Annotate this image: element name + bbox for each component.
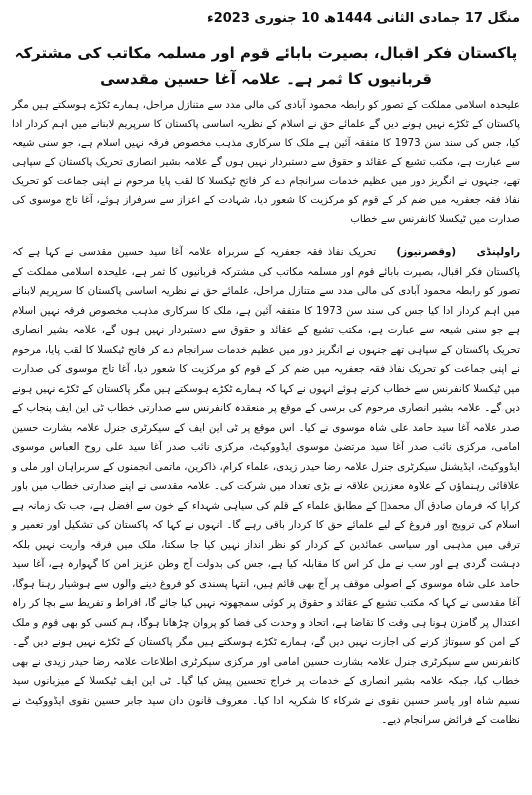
intro-summary: علیحدہ اسلامی مملکت کے تصور کو رابطہ محمود آبادی کی مالی مدد سے متنازل مراحل، ہمارے ٹکڑے ہوسکتے ہیں مگر پاکستان کے ٹکڑے نہیں ہونے دیں گے علمائے حق نے اسلام کے نظریہ اساسی پاکستان کا سرپریم لابنانے میں اہم کردار ادا کیا، جس کی سند سن 1973 کا متفقہ آئین ہے ملک کا سرکاری مذہب مخصوص فرقہ نہیں اسلام ہے، جو سنی شیعہ سے عبارت ہے، مکتب تشیع کے عقائد و حقوق سے دستبردار نہیں ہوں گے علامہ بشیر انصاری تحریک پاکستان کے سپاہی تھے، جنہوں نے انگریز دور میں عظیم خدمات سرانجام دے کر فاتح ٹیکسلا کا لقب پایا مرحوم نے اپنی جماعت کو تحریک نفاذ فقہ جعفریہ میں ضم کر کے قوم کو مرکزیت کا شعور دیا، شہادت کے اعزاز سے سرفراز ہوئے، آغا تاج موسوی کی صدارت میں ٹیکسلا کانفرنس سے خطاب xyxy=(12,100,520,225)
date-line: منگل 17 جمادی الثانی 1444ھ 10 جنوری 2023ء xyxy=(207,11,520,26)
headline: پاکستان فکر اقبال، بصیرت بابائے قوم اور مسلمہ مکاتب کی مشترکہ قربانیوں کا ثمر ہے۔ علامہ آغا حسین مقدسی xyxy=(14,44,518,88)
story-body-paragraph xyxy=(12,243,520,731)
story-source: (وقصرنیوز) xyxy=(396,246,457,258)
story-dateline-place: راولپنڈی xyxy=(476,246,521,258)
story-body-text: تحریک نفاذ فقہ جعفریہ کے سربراہ علامہ آغا سید حسین مقدسی نے کہا ہے کہ پاکستان فکر اقبال، بصیرت بابائے قوم اور مسلمہ مکاتب کی مشترکہ قربانیوں کا ثمر ہے، علیحدہ اسلامی مملکت کے تصور کو رابطہ محمود آبادی کی مالی مدد سے متنازل مراحل، علمائے حق نے نظریہ اساسی پاکستان کا سرپریم لابنانے میں اہم کردار ادا کیا جس کی سند سن 1973 کا متفقہ آئین ہے، ملک کا سرکاری مذہب مخصوص فرقہ نہیں اسلام ہے جو سنی شیعہ سے عبارت ہے، مکتب تشیع کے عقائد و حقوق سے دستبردار نہیں ہوں گے، علامہ بشیر انصاری تحریک پاکستان کے سپاہی تھے جنہوں نے انگریز دور میں عظیم خدمات سرانجام دے کر فاتح ٹیکسلا کا لقب پایا، مرحوم نے اپنی جماعت کو تحریک نفاذ فقہ جعفریہ میں ضم کر کے قوم کو مرکزیت کا شعور دیا، آغا تاج موسوی کی صدارت میں ٹیکسلا کانفرنس سے خطاب کرتے ہوئے انہوں نے کہا کہ ہمارے ٹکڑے ہوسکتے ہیں مگر پاکستان کے ٹکڑے نہیں ہونے دیں گے۔ علامہ بشیر انصاری مرحوم کی برسی کے موقع پر منعقدہ کانفرنس سے صدارتی خطاب ٹی این ایف پنجاب کے صدر علامہ آغا سید حامد علی شاہ موسوی نے کیا۔ اس موقع پر ٹی این ایف کے سیکرٹری جنرل علامہ بشارت حسین امامی، مرکزی نائب صدر آغا سید مرتضیٰ موسوی ایڈووکیٹ، مرکزی نائب صدر آغا سید علی روح العباس موسوی ایڈووکیٹ، ایڈیشنل سیکرٹری جنرل علامہ رضا حیدر زیدی، علماء کرام، ذاکرین، ماتمی انجمنوں کے سربراہان اور ملی و علاقائی رہنماؤں کے علاوہ معززین علاقہ نے بڑی تعداد میں شرکت کی۔ علامہ مقدسی نے اپنے صدارتی خطاب میں باور کرایا کہ فرمان صادق آل محمدؐ کے مطابق علماء کے قلم کی سیاہی شہداء کے خون سے افضل ہے، جب تک زمانہ ہے اسلام کی ترویج اور فروغ کے لیے علمائے حق کا کردار باقی رہے گا۔ انہوں نے کہا کہ پاکستان کی تشکیل اور تعمیر و ترقی میں مذہبی اور سیاسی عمائدین کے کردار کو نظر انداز نہیں کیا جا سکتا، ملک میں فرقہ واریت نہیں بلکہ دہشت گردی ہے اور سب نے مل کر اس کا مقابلہ کیا ہے، جس کی بدولت آج وطن عزیز امن کا گہوارہ ہے، آغا سید حامد علی شاہ موسوی کے اصولی موقف پر آج بھی قائم ہیں، انتہا پسندی کو فروغ دینے والوں سے ہوشیار رہنا ہوگا، آغا مقدسی نے کہا کہ مکتب تشیع کے عقائد و حقوق پر کوئی سمجھوتہ نہیں کیا جائے گا، افراط و تفریط سے بچا کر راہ اعتدال پر گامزن ہونا ہی وقت کا تقاضا ہے، اتحاد و وحدت کی فضا کو پروان چڑھانا ہوگا، ہم کسی کو بھی قوم و ملک کے امن کو سبوتاژ کرنے کی اجازت نہیں دیں گے، ہمارے ٹکڑے ہوسکتے ہیں مگر پاکستان کے ٹکڑے نہیں ہونے دیں گے۔ کانفرنس سے سیکرٹری جنرل علامہ بشارت حسین امامی اور مرکزی سیکرٹری اطلاعات علامہ رضا حیدر زیدی نے بھی خطاب کیا، جبکہ علامہ بشیر انصاری کے خدمات پر خراج تحسین پیش کیا گیا۔ ٹی این ایف ٹیکسلا کے میزبانوں سید نسیم شاہ اور یاسر حسین نقوی نے شرکاء کا شکریہ ادا کیا۔ معروف قانون دان سید جابر حسین نقوی ایڈووکیٹ نے نظامت کے فرائض سرانجام دیے۔ xyxy=(12,246,520,726)
